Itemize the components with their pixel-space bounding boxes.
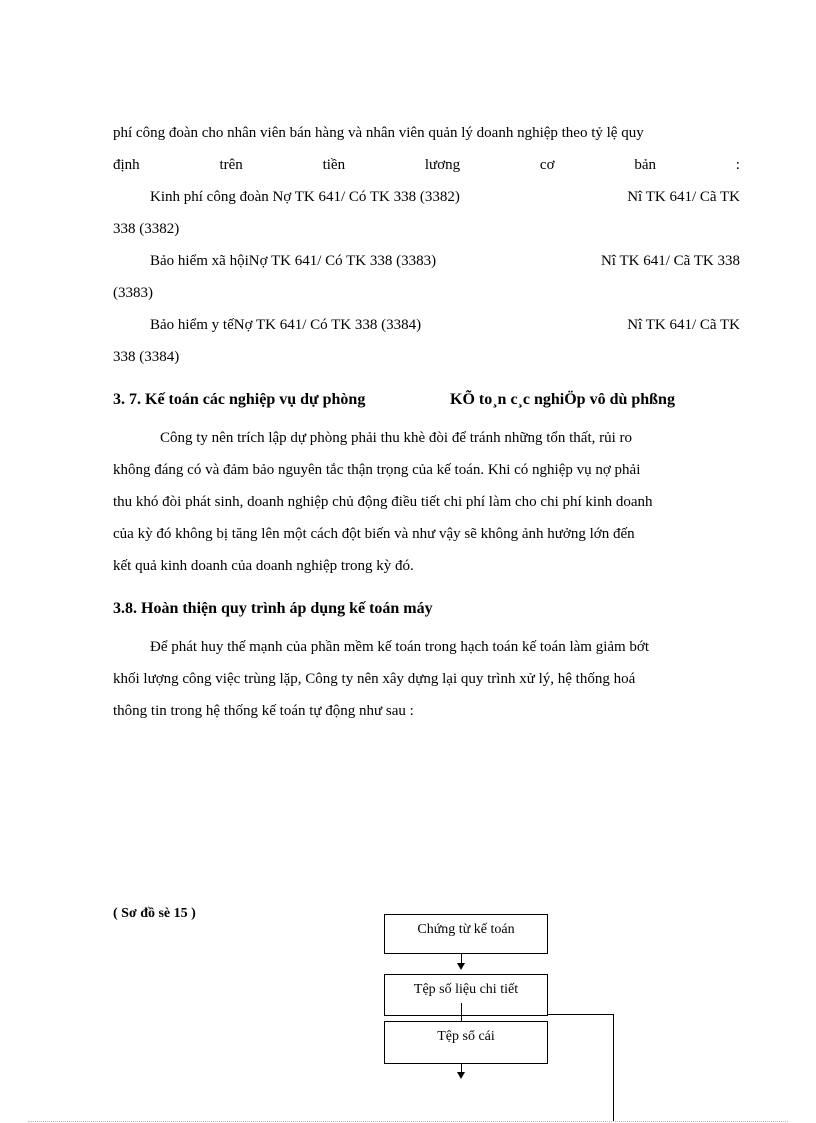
- entry-wrap: (3383): [113, 285, 153, 301]
- entry-text: Kinh phí công đoàn Nợ TK 641/ Có TK 338 (3382): [150, 189, 460, 205]
- word: lương: [424, 157, 461, 173]
- entry-text: Bảo hiểm xã hộiNợ TK 641/ Có TK 338 (3383): [150, 253, 437, 269]
- word: :: [735, 157, 740, 173]
- diagram-box-vouchers: Chứng từ kế toán: [384, 914, 548, 954]
- section-heading: [113, 390, 740, 410]
- word: trên: [219, 157, 243, 173]
- section-title-garbled: KÕ to¸n c¸c nghiÖp vô dù phßng: [450, 391, 675, 408]
- diagram-box-ledger-file: Tệp sổ cái: [384, 1021, 548, 1064]
- connector-line: [613, 1014, 614, 1122]
- paragraph-line: Để phát huy thế mạnh của phần mềm kế toán trong hạch toán kế toán làm giảm bớt: [150, 639, 650, 655]
- section-title: 3. 7. Kế toán các nghiệp vụ dự phòng: [113, 391, 366, 408]
- paragraph-line: của kỳ đó không bị tăng lên một cách đột biến và như vậy sẽ không ảnh hưởng lớn đến: [113, 526, 635, 542]
- paragraph-line: Công ty nên trích lập dự phòng phải thu khè đòi để tránh những tổn thất, rủi ro: [160, 430, 633, 446]
- connector-line: [461, 1003, 462, 1023]
- entry-wrap: 338 (3382): [113, 221, 180, 237]
- paragraph-line: thu khó đòi phát sinh, doanh nghiệp chủ động điều tiết chi phí làm cho chi phí kinh doanh: [113, 494, 653, 510]
- paragraph-line: kết quả kinh doanh của doanh nghiệp trong kỳ đó.: [113, 558, 414, 574]
- word: tiền: [322, 157, 346, 173]
- entry-duplicate: Nî TK 641/ Cã TK: [627, 317, 740, 333]
- entry-row: [150, 251, 740, 271]
- word: cơ: [539, 157, 555, 173]
- entry-row: [150, 187, 740, 207]
- paragraph-line: không đáng có và đảm bảo nguyên tắc thận trọng của kế toán. Khi có nghiệp vụ nợ phải: [113, 462, 641, 478]
- entry-wrap: 338 (3384): [113, 349, 180, 365]
- word: định: [113, 157, 140, 173]
- page-break-divider: [28, 1121, 788, 1122]
- justified-line: [113, 155, 740, 175]
- paragraph-line: thông tin trong hệ thống kế toán tự động như sau :: [113, 703, 414, 719]
- word: bản: [634, 157, 656, 173]
- arrow-down-icon: [457, 1072, 465, 1079]
- entry-duplicate: Nî TK 641/ Cã TK 338: [600, 253, 740, 269]
- diagram-caption: ( Sơ đồ sè 15 ): [113, 906, 196, 921]
- entry-text: Bảo hiểm y tếNợ TK 641/ Có TK 338 (3384): [150, 317, 422, 333]
- arrow-down-icon: [457, 963, 465, 970]
- entry-duplicate: Nî TK 641/ Cã TK: [627, 189, 740, 205]
- entry-row: [150, 315, 740, 335]
- diagram-box-detail-file: Tệp số liệu chi tiết: [384, 974, 548, 1016]
- connector-line: [547, 1014, 613, 1015]
- paragraph-line: phí công đoàn cho nhân viên bán hàng và nhân viên quản lý doanh nghiệp theo tỷ lệ quy: [113, 125, 644, 141]
- section-heading: 3.8. Hoàn thiện quy trình áp dụng kế toán máy: [113, 600, 433, 617]
- paragraph-line: khối lượng công việc trùng lặp, Công ty nên xây dựng lại quy trình xử lý, hệ thống hoá: [113, 671, 636, 687]
